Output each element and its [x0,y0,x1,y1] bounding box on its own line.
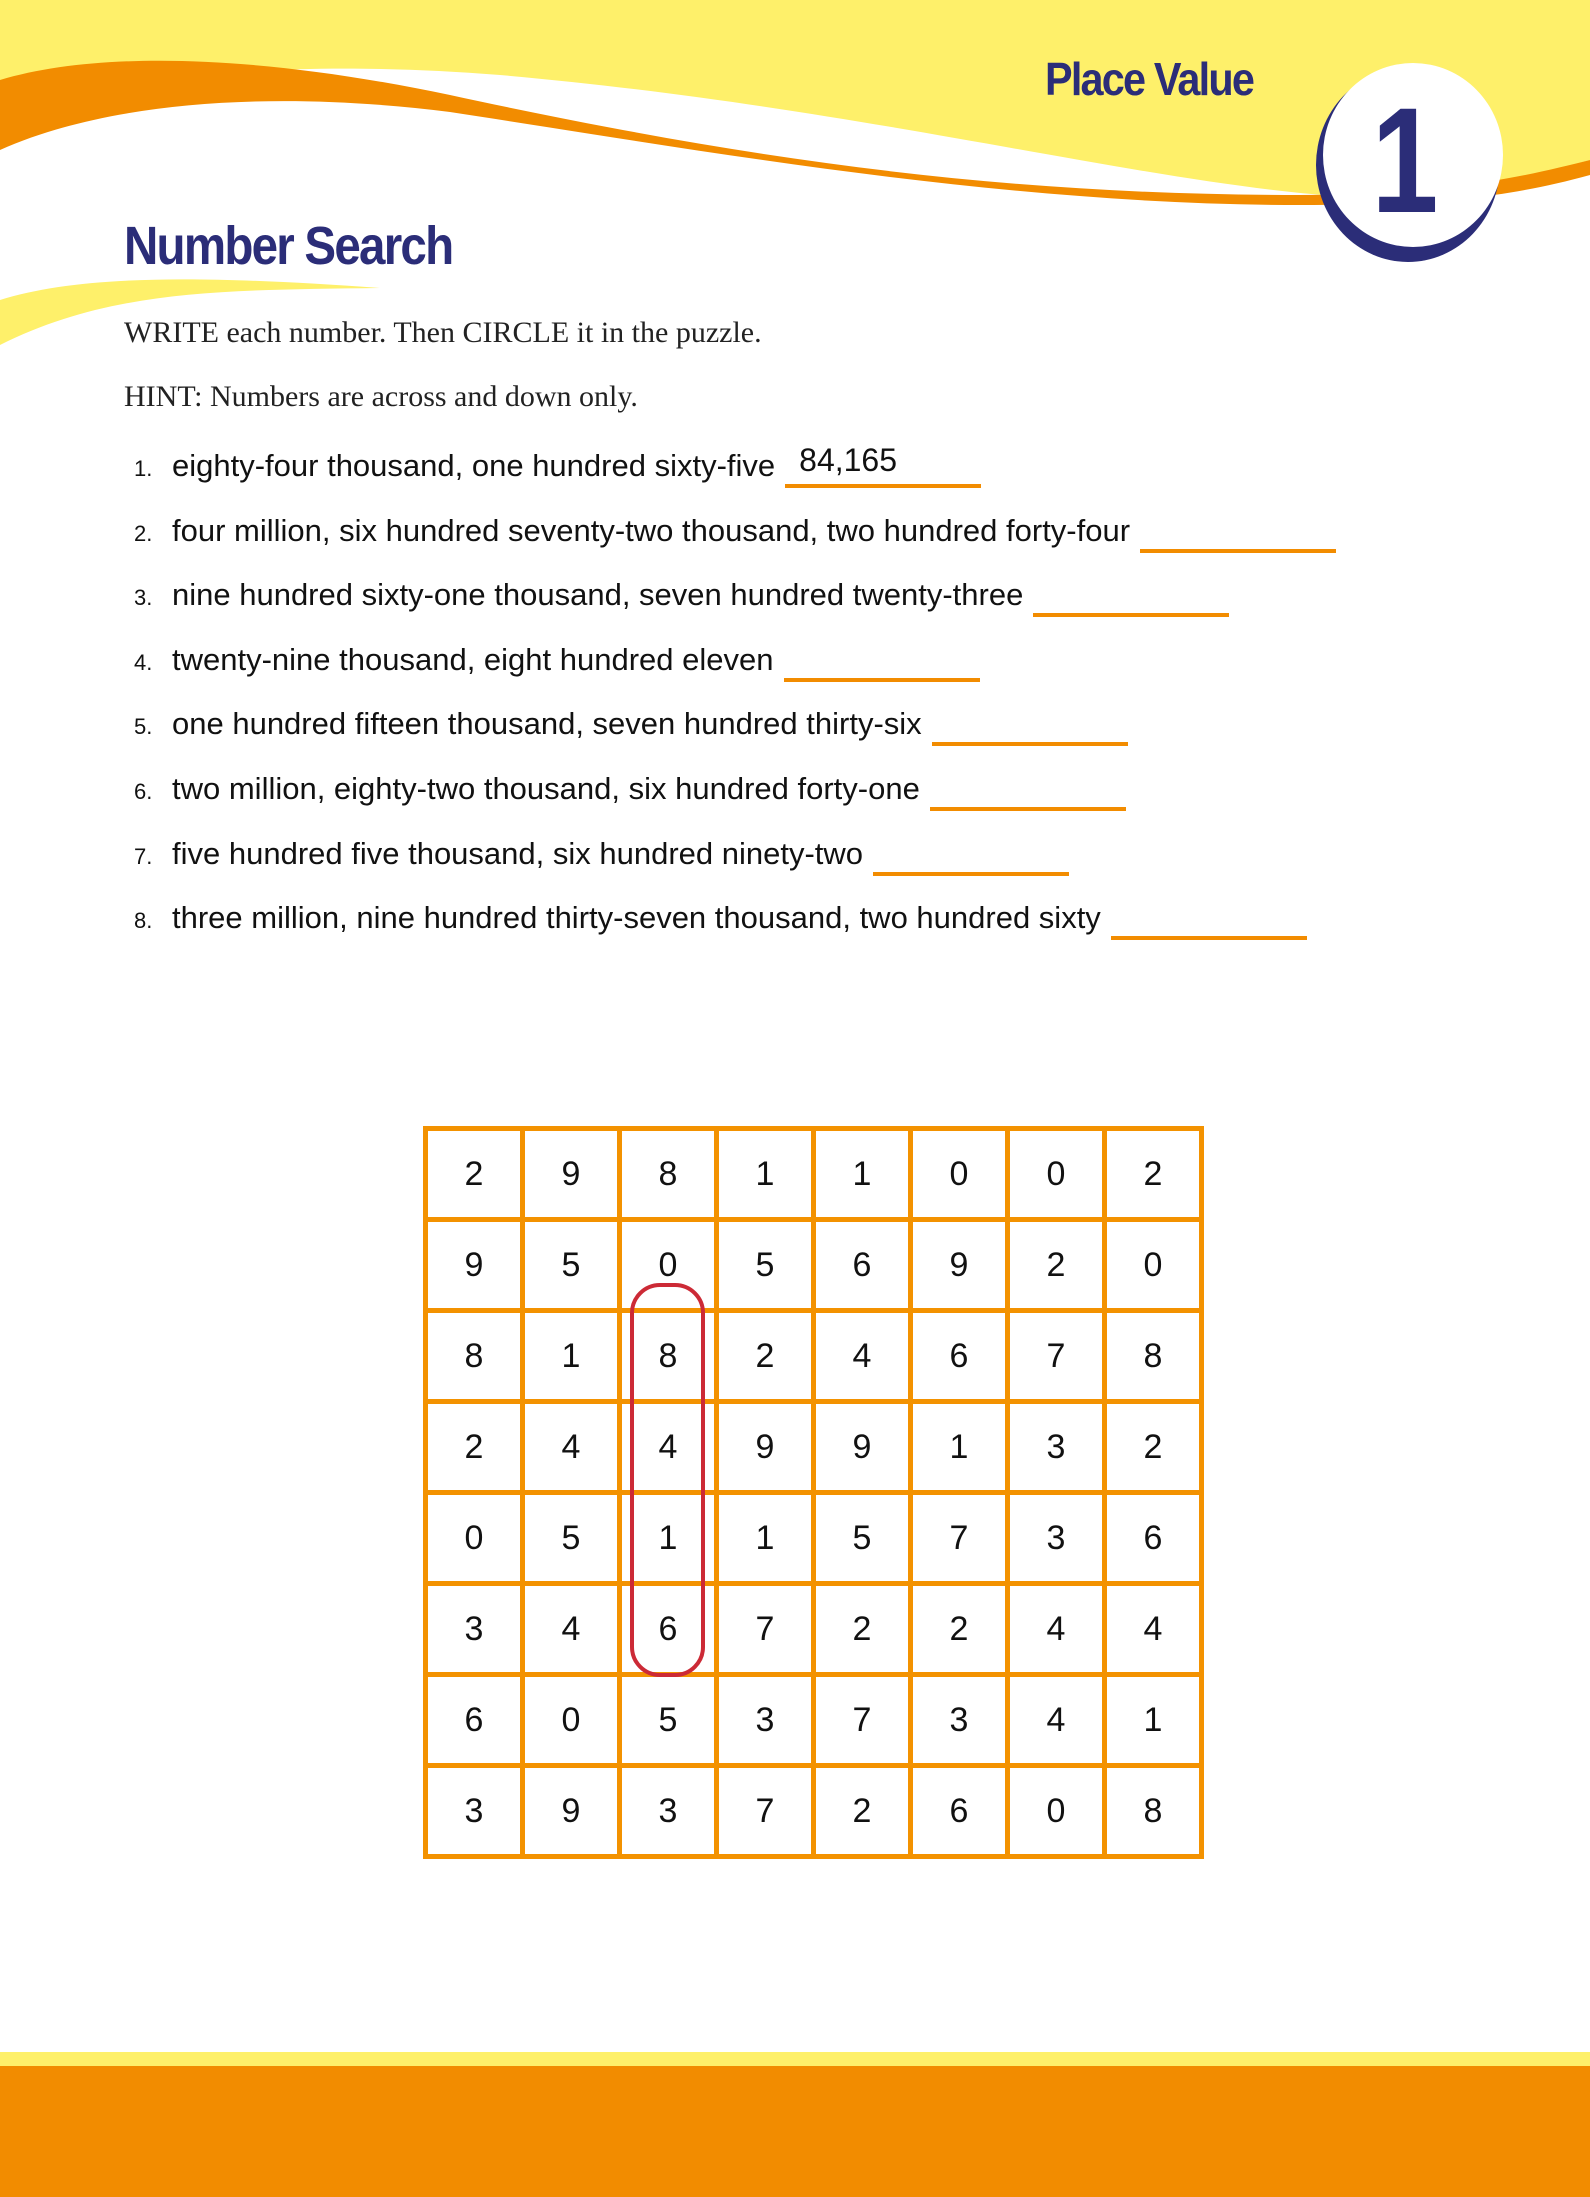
grid-cell[interactable]: 1 [717,1493,814,1584]
grid-cell[interactable]: 8 [620,1311,717,1402]
item-text: five hundred five thousand, six hundred ninety-two [172,835,864,871]
answer-blank[interactable] [930,771,1126,811]
item-text: three million, nine hundred thirty-seven thousand, two hundred sixty [172,900,1101,936]
hint-text: HINT: Numbers are across and down only. [124,380,638,413]
grid-cell[interactable]: 7 [911,1493,1008,1584]
grid-cell[interactable]: 9 [426,1220,523,1311]
item-number: 2. [134,520,153,546]
grid-cell[interactable]: 3 [1008,1402,1105,1493]
grid-cell[interactable]: 6 [911,1311,1008,1402]
number-search-grid [423,1126,1204,1859]
item-text: four million, six hundred seventy-two thousand, two hundred forty-four [172,512,1131,548]
grid-cell[interactable]: 3 [620,1766,717,1857]
list-item [134,771,1336,836]
answer-blank[interactable] [1111,900,1307,940]
answer-text: 84,165 [799,442,898,478]
grid-cell[interactable]: 3 [426,1584,523,1675]
list-item [134,442,1336,513]
item-number: 5. [134,714,153,740]
grid-cell[interactable]: 2 [1105,1402,1202,1493]
grid-cell[interactable]: 7 [717,1584,814,1675]
grid-cell[interactable]: 5 [717,1220,814,1311]
footer-stripe [0,2052,1590,2066]
grid-cell[interactable]: 0 [620,1220,717,1311]
grid-cell[interactable]: 9 [523,1129,620,1220]
grid-cell[interactable]: 2 [426,1402,523,1493]
grid-row [426,1493,1202,1584]
item-number: 4. [134,649,153,675]
grid-cell[interactable]: 4 [1105,1584,1202,1675]
grid-cell[interactable]: 9 [911,1220,1008,1311]
grid-row [426,1129,1202,1220]
item-text: twenty-nine thousand, eight hundred eleven [172,641,774,677]
grid-cell[interactable]: 2 [717,1311,814,1402]
grid-row [426,1402,1202,1493]
list-item [134,577,1336,642]
grid-cell[interactable]: 2 [814,1766,911,1857]
grid-cell[interactable]: 6 [1105,1493,1202,1584]
grid-cell[interactable]: 9 [717,1402,814,1493]
grid-cell[interactable]: 8 [1105,1766,1202,1857]
grid-cell[interactable]: 1 [717,1129,814,1220]
grid-cell[interactable]: 5 [814,1493,911,1584]
grid-cell[interactable]: 8 [620,1129,717,1220]
item-number: 7. [134,843,153,869]
grid-cell[interactable]: 6 [911,1766,1008,1857]
grid-cell[interactable]: 7 [717,1766,814,1857]
grid-cell[interactable]: 2 [1105,1129,1202,1220]
grid-cell[interactable]: 5 [523,1220,620,1311]
grid-cell[interactable]: 7 [814,1675,911,1766]
grid-cell[interactable]: 4 [1008,1584,1105,1675]
grid-cell[interactable]: 4 [620,1402,717,1493]
grid-row [426,1584,1202,1675]
grid-cell[interactable]: 0 [911,1129,1008,1220]
grid-cell[interactable]: 3 [426,1766,523,1857]
item-text: nine hundred sixty-one thousand, seven hundred twenty-three [172,577,1024,613]
grid-cell[interactable]: 4 [523,1584,620,1675]
answer-blank[interactable] [873,836,1069,876]
grid-cell[interactable]: 0 [426,1493,523,1584]
grid-cell[interactable]: 1 [911,1402,1008,1493]
circled-answer-mark [630,1283,705,1677]
item-text: eighty-four thousand, one hundred sixty-five [172,448,776,483]
instruction-text: WRITE each number. Then CIRCLE it in the puzzle. [124,316,762,349]
item-text: one hundred fifteen thousand, seven hundred thirty-six [172,706,922,742]
grid-row [426,1766,1202,1857]
list-item [134,642,1336,707]
list-item [134,836,1336,901]
grid-row [426,1311,1202,1402]
section-title: Place Value [1045,53,1254,105]
grid-cell[interactable]: 5 [620,1675,717,1766]
grid-cell[interactable]: 6 [426,1675,523,1766]
answer-blank[interactable] [1033,577,1229,617]
grid-cell[interactable]: 2 [911,1584,1008,1675]
grid-cell[interactable]: 0 [1008,1766,1105,1857]
footer-band [0,2066,1590,2197]
answer-blank[interactable] [932,706,1128,746]
answer-blank[interactable] [785,442,981,488]
grid-cell[interactable]: 9 [814,1402,911,1493]
item-number: 8. [134,908,153,934]
grid-cell[interactable]: 4 [523,1402,620,1493]
grid-cell[interactable]: 5 [523,1493,620,1584]
list-item [134,513,1336,578]
grid-row [426,1675,1202,1766]
page-title: Number Search [124,216,453,276]
grid-cell[interactable]: 4 [814,1311,911,1402]
grid-cell[interactable]: 1 [523,1311,620,1402]
grid-cell[interactable]: 2 [814,1584,911,1675]
grid-cell[interactable]: 1 [1105,1675,1202,1766]
answer-blank[interactable] [1140,513,1336,553]
grid-cell[interactable]: 8 [1105,1311,1202,1402]
grid-cell[interactable]: 6 [814,1220,911,1311]
grid-row [426,1220,1202,1311]
header-wave-decoration [0,0,1590,420]
item-number: 6. [134,778,153,804]
grid-cell[interactable]: 6 [620,1584,717,1675]
grid-cell[interactable]: 1 [620,1493,717,1584]
grid-cell[interactable]: 2 [1008,1220,1105,1311]
grid-cell[interactable]: 3 [717,1675,814,1766]
grid-cell[interactable]: 3 [1008,1493,1105,1584]
item-number: 1. [134,456,153,481]
grid-cell[interactable]: 0 [1105,1220,1202,1311]
answer-blank[interactable] [784,642,980,682]
item-number: 3. [134,585,153,611]
grid-cell[interactable]: 3 [911,1675,1008,1766]
question-list [134,442,1336,965]
grid-cell[interactable]: 4 [1008,1675,1105,1766]
grid-cell[interactable]: 0 [523,1675,620,1766]
grid-cell[interactable]: 2 [426,1129,523,1220]
list-item [134,706,1336,771]
grid-cell[interactable]: 8 [426,1311,523,1402]
item-text: two million, eighty-two thousand, six hundred forty-one [172,770,920,806]
grid-cell[interactable]: 1 [814,1129,911,1220]
list-item [134,900,1336,965]
unit-number-badge: 1 [1371,76,1439,244]
grid-cell[interactable]: 9 [523,1766,620,1857]
grid-cell[interactable]: 7 [1008,1311,1105,1402]
grid-cell[interactable]: 0 [1008,1129,1105,1220]
